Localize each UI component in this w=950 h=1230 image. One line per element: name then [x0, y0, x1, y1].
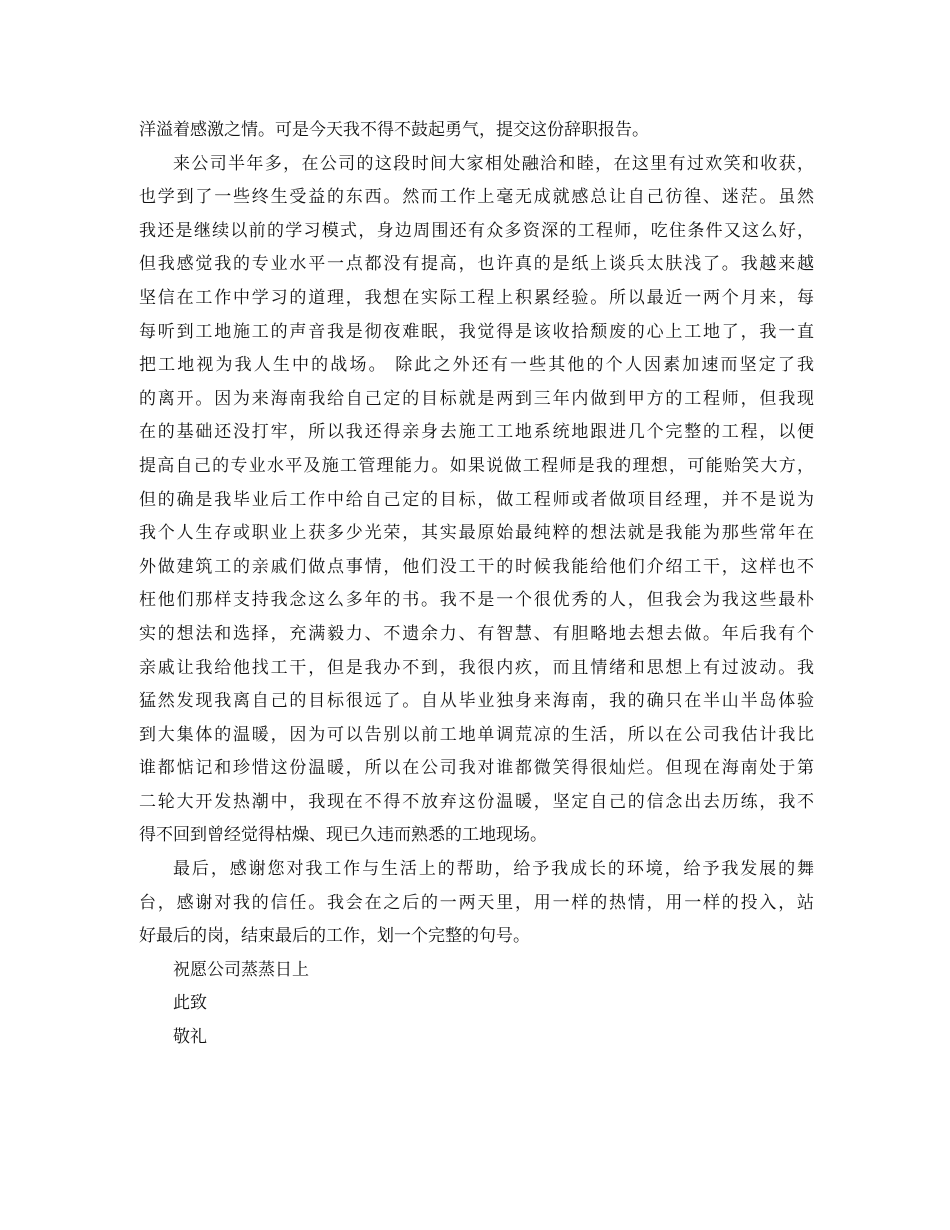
text-line: 实的想法和选择，充满毅力、不遗余力、有智慧、有胆略地去想去做。年后我有个 — [139, 623, 814, 644]
text-line: 好最后的岗，结束最后的工作，划一个完整的句号。 — [139, 926, 530, 947]
text-line: 得不回到曾经觉得枯燥、现已久违而熟悉的工地现场。 — [139, 825, 547, 846]
text-line: 坚信在工作中学习的道理，我想在实际工程上积累经验。所以最近一两个月来，每 — [139, 287, 814, 308]
text-line: 到大集体的温暖，因为可以告别以前工地单调荒凉的生活，所以在公司我估计我比 — [139, 724, 814, 745]
closing-salutation: 此致 — [173, 993, 207, 1014]
text-line: 我还是继续以前的学习模式，身边周围还有众多资深的工程师，吃住条件又这么好， — [139, 220, 814, 241]
text-line: 但的确是我毕业后工作中给自己定的目标，做工程师或者做项目经理，并不是说为 — [139, 489, 814, 510]
text-line: 也学到了一些终生受益的东西。然而工作上毫无成就感总让自己彷徨、迷茫。虽然 — [139, 187, 814, 208]
paragraph-start-line: 最后，感谢您对我工作与生活上的帮助，给予我成长的环境，给予我发展的舞 — [173, 859, 814, 880]
text-line: 但我感觉我的专业水平一点都没有提高，也许真的是纸上谈兵太肤浅了。我越来越 — [139, 254, 814, 275]
letter-body — [139, 114, 814, 1055]
paragraph-start-line: 来公司半年多，在公司的这段时间大家相处融洽和睦，在这里有过欢笑和收获， — [173, 153, 814, 174]
text-line: 猛然发现我离自己的目标很远了。自从毕业独身来海南，我的确只在半山半岛体验 — [139, 691, 814, 712]
text-line: 每听到工地施工的声音我是彻夜难眠，我觉得是该收拾颓废的心上工地了，我一直 — [139, 321, 814, 342]
text-line: 洋溢着感激之情。可是今天我不得不鼓起勇气，提交这份辞职报告。 — [139, 120, 649, 140]
text-line: 我个人生存或职业上获多少光荣，其实最原始最纯粹的想法就是我能为那些常年在 — [139, 523, 814, 544]
text-line: 在的基础还没打牢，所以我还得亲身去施工工地系统地跟进几个完整的工程，以便 — [139, 422, 814, 443]
text-line: 的离开。因为来海南我给自己定的目标就是两到三年内做到甲方的工程师，但我现 — [139, 388, 814, 409]
text-line: 外做建筑工的亲戚们做点事情，他们没工干的时候我能给他们介绍工干，这样也不 — [139, 556, 814, 577]
text-line: 提高自己的专业水平及施工管理能力。如果说做工程师是我的理想，可能贻笑大方， — [139, 455, 814, 476]
text-line: 把工地视为我人生中的战场。 除此之外还有一些其他的个人因素加速而坚定了我 — [139, 355, 814, 376]
text-line: 台，感谢对我的信任。我会在之后的一两天里，用一样的热情，用一样的投入，站 — [139, 892, 814, 913]
text-line: 枉他们那样支持我念这么多年的书。我不是一个很优秀的人，但我会为我这些最朴 — [139, 590, 814, 611]
text-line: 亲戚让我给他找工干，但是我办不到，我很内疚，而且情绪和思想上有过波动。我 — [139, 657, 814, 678]
closing-wish: 祝愿公司蒸蒸日上 — [173, 959, 309, 980]
text-line: 二轮大开发热潮中，我现在不得不放弃这份温暖，坚定自己的信念出去历练，我不 — [139, 791, 814, 812]
text-line: 谁都惦记和珍惜这份温暖，所以在公司我对谁都微笑得很灿烂。但现在海南处于第 — [139, 758, 814, 779]
closing-regards: 敬礼 — [173, 1027, 207, 1048]
